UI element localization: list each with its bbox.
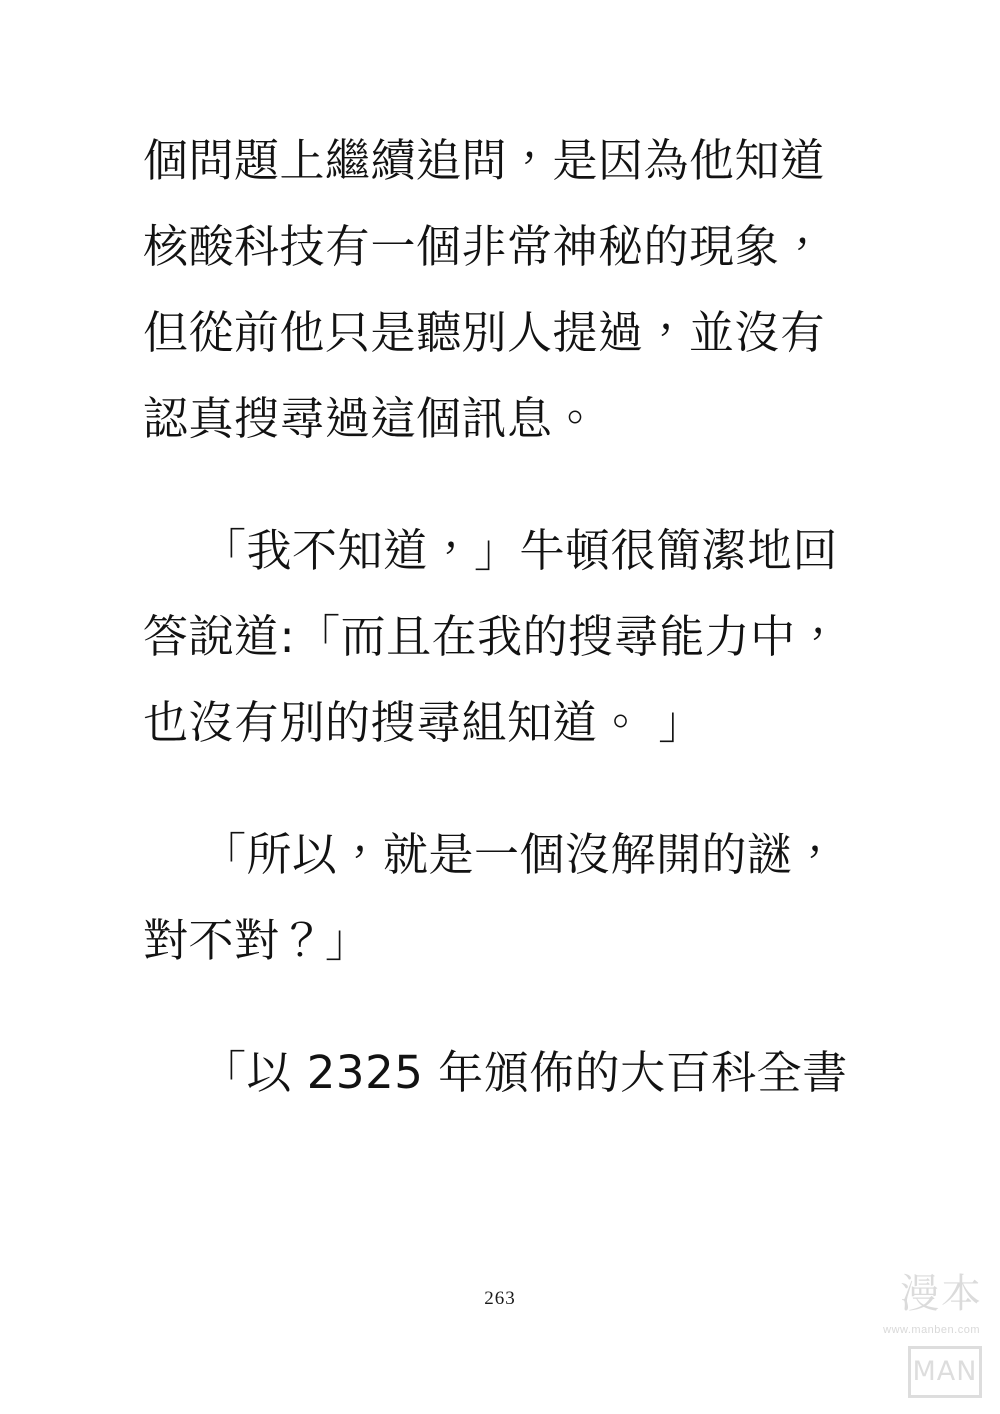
page-text-body [143, 118, 859, 1116]
watermark [883, 1271, 982, 1398]
page-number: 263 [484, 1288, 516, 1309]
paragraph: 「以 2325 年頒佈的大百科全書 [201, 1046, 848, 1099]
paragraph: 個問題上繼續追問，是因為他知道核酸科技有一個非常神秘的現象，但從前他只是聽別人提過，並沒有認真搜尋過這個訊息。 [143, 134, 826, 445]
watermark-badge: MAN [908, 1346, 982, 1398]
paragraph: 「所以，就是一個沒解開的謎，對不對？」 [143, 828, 839, 967]
paragraph: 「我不知道，」牛頓很簡潔地回答說道:「而且在我的搜尋能力中，也沒有別的搜尋組知道。 」 [143, 524, 842, 749]
watermark-url: www.manben.com [883, 1324, 980, 1336]
watermark-logo-text: 漫本 [900, 1271, 982, 1317]
